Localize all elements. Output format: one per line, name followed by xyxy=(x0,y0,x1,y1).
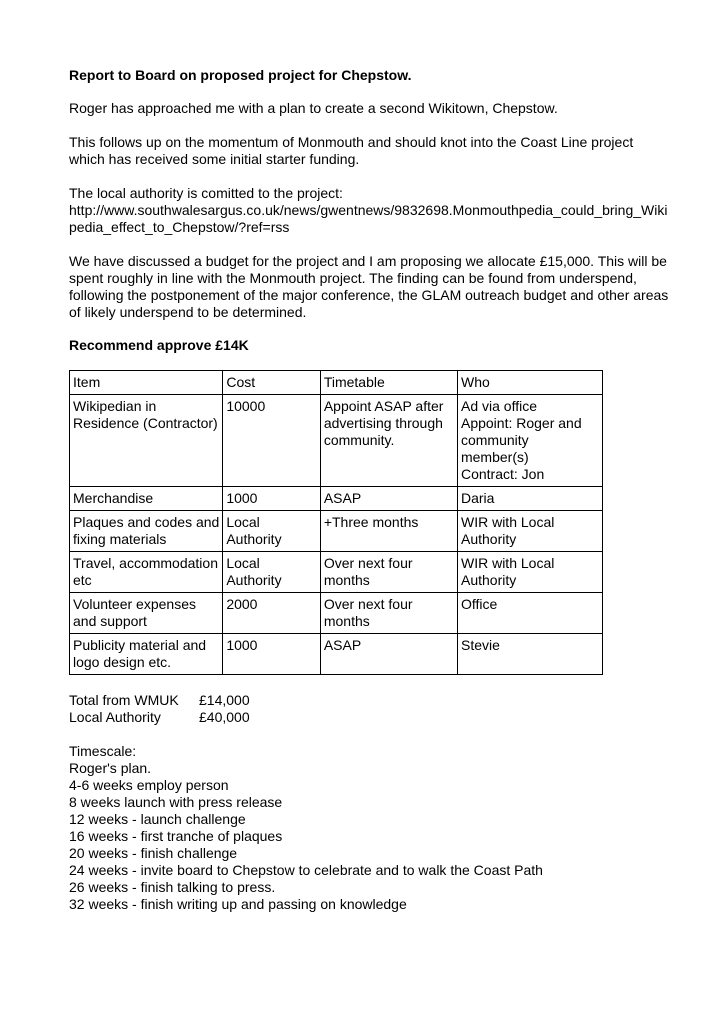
table-cell-who: Daria xyxy=(457,487,602,511)
table-cell-cost: 1000 xyxy=(223,634,321,675)
timescale-line: 26 weeks - finish talking to press. xyxy=(69,879,276,895)
timescale-line: 32 weeks - finish writing up and passing on knowledge xyxy=(69,896,407,912)
document-title: Report to Board on proposed project for Chepstow. xyxy=(69,67,412,83)
table-cell-timetable: Appoint ASAP after advertising through community. xyxy=(320,395,457,487)
table-cell-timetable: ASAP xyxy=(320,487,457,511)
timescale-line: 24 weeks - invite board to Chepstow to celebrate and to walk the Coast Path xyxy=(69,862,543,878)
table-cell-cost: 2000 xyxy=(223,593,321,634)
header-cell-timetable: Timetable xyxy=(320,371,457,395)
timescale-line: 8 weeks launch with press release xyxy=(69,794,283,810)
table-cell-timetable: Over next four months xyxy=(320,593,457,634)
table-cell-who: Stevie xyxy=(457,634,602,675)
timescale-line: 12 weeks - launch challenge xyxy=(69,811,246,827)
local-authority-intro: The local authority is comitted to the project: xyxy=(69,185,343,201)
table-cell-timetable: +Three months xyxy=(320,511,457,552)
news-link[interactable]: http://www.southwalesargus.co.uk/news/gwentnews/9832698.Monmouthpedia_could_bring_Wikipedia_effect_to_Chepstow/?ref=rss xyxy=(69,202,668,235)
table-cell-cost: 10000 xyxy=(223,395,321,487)
momentum-paragraph: This follows up on the momentum of Monmouth and should knot into the Coast Line project which has received some initial starter funding. xyxy=(69,134,634,167)
document-page xyxy=(69,67,669,913)
table-cell-item: Wikipedian in Residence (Contractor) xyxy=(70,395,223,487)
total-value: £40,000 xyxy=(199,709,250,725)
timescale-block xyxy=(69,743,669,913)
header-cell-who: Who xyxy=(457,371,602,395)
table-cell-item: Publicity material and logo design etc. xyxy=(70,634,223,675)
local-authority-paragraph xyxy=(69,185,669,236)
table-cell-who: Ad via office Appoint: Roger and community member(s) Contract: Jon xyxy=(457,395,602,487)
table-cell-item: Plaques and codes and fixing materials xyxy=(70,511,223,552)
header-cell-item: Item xyxy=(70,371,223,395)
table-cell-who: WIR with Local Authority xyxy=(457,511,602,552)
table-cell-timetable: ASAP xyxy=(320,634,457,675)
table-row xyxy=(70,593,603,634)
budget-table xyxy=(69,370,603,675)
table-cell-who: WIR with Local Authority xyxy=(457,552,602,593)
table-row xyxy=(70,511,603,552)
table-row xyxy=(70,552,603,593)
total-label: Total from WMUK xyxy=(69,692,179,708)
table-cell-item: Travel, accommodation etc xyxy=(70,552,223,593)
timescale-line: 16 weeks - first tranche of plaques xyxy=(69,828,283,844)
table-row xyxy=(70,634,603,675)
table-cell-cost: 1000 xyxy=(223,487,321,511)
table-cell-cost: Local Authority xyxy=(223,552,321,593)
table-cell-item: Merchandise xyxy=(70,487,223,511)
recommendation-heading: Recommend approve £14K xyxy=(69,337,249,353)
timescale-line: 4-6 weeks employ person xyxy=(69,777,229,793)
header-cell-cost: Cost xyxy=(223,371,321,395)
intro-paragraph: Roger has approached me with a plan to create a second Wikitown, Chepstow. xyxy=(69,100,558,116)
total-value: £14,000 xyxy=(199,692,250,708)
totals-block xyxy=(69,692,669,726)
table-header-row xyxy=(70,371,603,395)
table-row xyxy=(70,395,603,487)
total-row-wmuk xyxy=(69,692,669,709)
timescale-heading: Timescale: xyxy=(69,743,137,759)
table-row xyxy=(70,487,603,511)
total-label: Local Authority xyxy=(69,709,161,725)
budget-paragraph: We have discussed a budget for the project and I am proposing we allocate £15,000. This will be spent roughly in line with the Monmouth project. The finding can be found from underspend, following the postponement of the major conference, the GLAM outreach budget and other areas of likely underspend to be determined. xyxy=(69,253,669,320)
total-row-local-authority xyxy=(69,709,669,726)
table-cell-cost: Local Authority xyxy=(223,511,321,552)
table-cell-item: Volunteer expenses and support xyxy=(70,593,223,634)
timescale-line: 20 weeks - finish challenge xyxy=(69,845,238,861)
table-cell-timetable: Over next four months xyxy=(320,552,457,593)
timescale-line: Roger's plan. xyxy=(69,760,152,776)
table-cell-who: Office xyxy=(457,593,602,634)
